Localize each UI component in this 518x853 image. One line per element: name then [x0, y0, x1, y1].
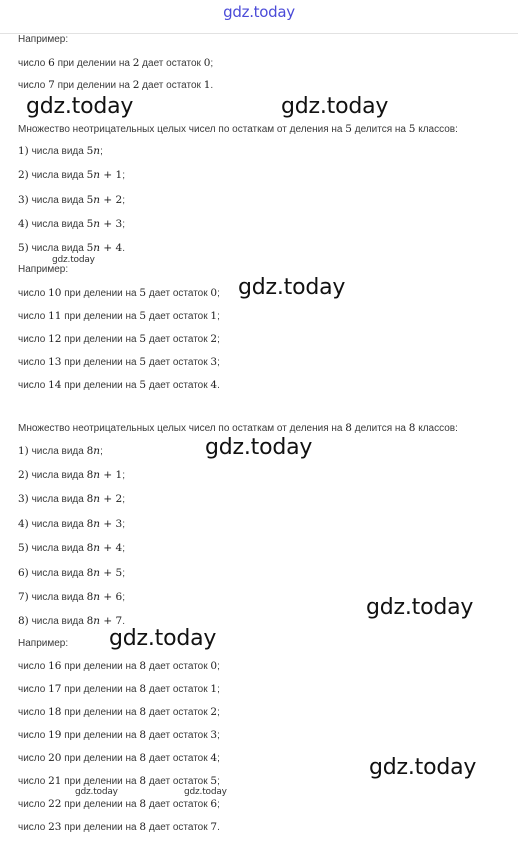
class-item: 3) числа вида 8n + 2; — [18, 493, 125, 505]
class-item: 1) числа вида 5n; — [18, 145, 103, 157]
example-line: число 17 при делении на 8 дает остаток 1; — [18, 683, 220, 695]
watermark: gdz.today — [369, 755, 477, 780]
example-line: число 19 при делении на 8 дает остаток 3; — [18, 729, 220, 741]
class-item: 5) числа вида 8n + 4; — [18, 542, 125, 554]
class-item: 3) числа вида 5n + 2; — [18, 194, 125, 206]
watermark: gdz.today — [205, 435, 313, 460]
example-line: число 18 при делении на 8 дает остаток 2; — [18, 706, 220, 718]
class-item: 2) числа вида 8n + 1; — [18, 469, 125, 481]
class-item: 5) числа вида 5n + 4. — [18, 242, 125, 254]
watermark: gdz.today — [26, 94, 134, 119]
watermark: gdz.today — [184, 787, 227, 797]
example-line: число 12 при делении на 5 дает остаток 2; — [18, 333, 220, 345]
watermark: gdz.today — [52, 255, 95, 265]
site-logo-link[interactable]: gdz.today — [223, 3, 295, 21]
example-heading: Например: — [18, 264, 69, 275]
section-intro: Множество неотрицательных целых чисел по остаткам от деления на 8 делится на 8 классов: — [18, 422, 458, 434]
watermark: gdz.today — [238, 275, 346, 300]
example-line: число 13 при делении на 5 дает остаток 3; — [18, 356, 220, 368]
class-item: 7) числа вида 8n + 6; — [18, 591, 125, 603]
watermark: gdz.today — [75, 787, 118, 797]
example-line: число 7 при делении на 2 дает остаток 1. — [18, 79, 214, 91]
example-heading: Например: — [18, 638, 69, 649]
example-heading: Например: — [18, 34, 69, 45]
page-header — [0, 0, 518, 34]
class-item: 2) числа вида 5n + 1; — [18, 169, 125, 181]
watermark: gdz.today — [109, 626, 217, 651]
class-item: 8) числа вида 8n + 7. — [18, 615, 125, 627]
watermark: gdz.today — [281, 94, 389, 119]
example-line: число 22 при делении на 8 дает остаток 6; — [18, 798, 220, 810]
example-line: число 10 при делении на 5 дает остаток 0; — [18, 287, 220, 299]
class-item: 4) числа вида 8n + 3; — [18, 518, 125, 530]
section-intro: Множество неотрицательных целых чисел по остаткам от деления на 5 делится на 5 классов: — [18, 123, 458, 135]
example-line: число 16 при делении на 8 дает остаток 0; — [18, 660, 220, 672]
class-item: 4) числа вида 5n + 3; — [18, 218, 125, 230]
class-item: 6) числа вида 8n + 5; — [18, 567, 125, 579]
example-line: число 11 при делении на 5 дает остаток 1; — [18, 310, 220, 322]
example-line: число 20 при делении на 8 дает остаток 4; — [18, 752, 220, 764]
example-line: число 21 при делении на 8 дает остаток 5; — [18, 775, 220, 787]
class-item: 1) числа вида 8n; — [18, 445, 103, 457]
watermark: gdz.today — [366, 595, 474, 620]
example-line: число 6 при делении на 2 дает остаток 0; — [18, 57, 214, 69]
example-line: число 23 при делении на 8 дает остаток 7. — [18, 821, 220, 833]
example-line: число 14 при делении на 5 дает остаток 4. — [18, 379, 220, 391]
